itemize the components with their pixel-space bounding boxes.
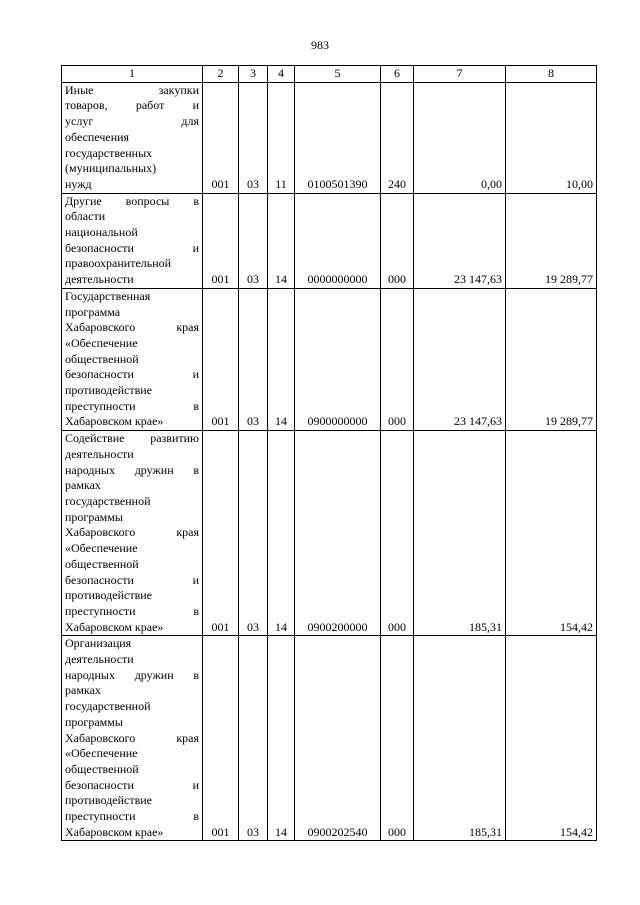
row-name-line: преступности в xyxy=(65,809,199,824)
target-article-cell: 0900000000 xyxy=(295,288,381,430)
row-name-line: Организация xyxy=(65,636,132,651)
subsection-code-cell: 11 xyxy=(268,82,295,193)
row-name-cell xyxy=(62,288,203,430)
amount-year2-cell: 154,42 xyxy=(506,431,597,636)
row-name-line: безопасности и xyxy=(65,240,199,255)
row-name-line: Государственная xyxy=(65,288,151,303)
table-row xyxy=(62,431,597,636)
page-number: 983 xyxy=(311,38,329,52)
subsection-code-cell: 14 xyxy=(268,431,295,636)
amount-year1-cell: 23 147,63 xyxy=(414,288,506,430)
subsection-code-cell: 14 xyxy=(268,288,295,430)
row-name-line: безопасности и xyxy=(65,572,199,587)
amount-year2-cell: 10,00 xyxy=(506,82,597,193)
row-name-line: Другие вопросы в xyxy=(65,193,199,208)
row-name-line: безопасности и xyxy=(65,367,199,382)
subsection-code-cell: 14 xyxy=(268,193,295,288)
row-name-line: общественной xyxy=(65,761,139,776)
row-name-line: безопасности и xyxy=(65,777,199,792)
row-name-line: общественной xyxy=(65,556,139,571)
expense-type-cell: 000 xyxy=(381,288,414,430)
row-name-line: нужд xyxy=(65,176,92,191)
row-name-line: общественной xyxy=(65,351,139,366)
target-article-cell: 0900200000 xyxy=(295,431,381,636)
header-cell: 2 xyxy=(203,66,239,83)
header-cell: 7 xyxy=(414,66,506,83)
row-name-line: области xyxy=(65,209,106,224)
section-code-cell: 03 xyxy=(239,288,268,430)
ministry-code-cell: 001 xyxy=(203,431,239,636)
row-name-line: противодействие xyxy=(65,383,153,398)
expense-type-cell: 000 xyxy=(381,431,414,636)
table-header-row xyxy=(62,66,597,83)
amount-year1-cell: 23 147,63 xyxy=(414,193,506,288)
row-name-line: деятельности xyxy=(65,272,134,287)
row-name-line: товаров, работ и xyxy=(65,98,199,113)
row-name-line: народных дружин в xyxy=(65,462,199,477)
row-name-line: Хабаровском крае» xyxy=(65,619,164,634)
expense-type-cell: 000 xyxy=(381,193,414,288)
ministry-code-cell: 001 xyxy=(203,636,239,841)
amount-year2-cell: 19 289,77 xyxy=(506,288,597,430)
row-name-line: обеспечения xyxy=(65,129,130,144)
table-row xyxy=(62,288,597,430)
row-name-line: программы xyxy=(65,714,123,729)
row-name-cell xyxy=(62,193,203,288)
subsection-code-cell: 14 xyxy=(268,636,295,841)
header-cell: 6 xyxy=(381,66,414,83)
row-name-line: Иные закупки xyxy=(65,82,199,97)
row-name-cell xyxy=(62,82,203,193)
table-body xyxy=(62,82,597,841)
row-name-line: национальной xyxy=(65,225,138,240)
budget-table xyxy=(61,65,597,841)
row-name-line: деятельности xyxy=(65,446,134,461)
section-code-cell: 03 xyxy=(239,193,268,288)
row-name-line: Хабаровского края xyxy=(65,320,199,335)
ministry-code-cell: 001 xyxy=(203,288,239,430)
expense-type-cell: 240 xyxy=(381,82,414,193)
amount-year1-cell: 185,31 xyxy=(414,636,506,841)
row-name-cell xyxy=(62,431,203,636)
row-name-line: услуг для xyxy=(65,114,199,129)
target-article-cell: 0100501390 xyxy=(295,82,381,193)
row-name-line: противодействие xyxy=(65,793,153,808)
header-cell: 4 xyxy=(268,66,295,83)
ministry-code-cell: 001 xyxy=(203,193,239,288)
row-name-line: государственной xyxy=(65,699,151,714)
row-name-line: Хабаровского края xyxy=(65,525,199,540)
row-name-line: правоохранительной xyxy=(65,256,172,271)
section-code-cell: 03 xyxy=(239,431,268,636)
section-code-cell: 03 xyxy=(239,82,268,193)
amount-year1-cell: 0,00 xyxy=(414,82,506,193)
row-name-line: программы xyxy=(65,509,123,524)
row-name-line: Содействие развитию xyxy=(65,431,199,446)
header-cell: 1 xyxy=(62,66,203,83)
row-name-line: рамках xyxy=(65,478,101,493)
table-row xyxy=(62,193,597,288)
row-name-line: «Обеспечение xyxy=(65,746,138,761)
header-cell: 8 xyxy=(506,66,597,83)
row-name-line: государственных xyxy=(65,145,153,160)
row-name-cell xyxy=(62,636,203,841)
row-name-line: Хабаровского края xyxy=(65,730,199,745)
row-name-line: Хабаровском крае» xyxy=(65,824,164,839)
row-name-line: «Обеспечение xyxy=(65,541,138,556)
amount-year2-cell: 19 289,77 xyxy=(506,193,597,288)
expense-type-cell: 000 xyxy=(381,636,414,841)
amount-year2-cell: 154,42 xyxy=(506,636,597,841)
row-name-line: народных дружин в xyxy=(65,667,199,682)
row-name-line: противодействие xyxy=(65,588,153,603)
header-cell: 5 xyxy=(295,66,381,83)
header-cell: 3 xyxy=(239,66,268,83)
row-name-line: Хабаровском крае» xyxy=(65,414,164,429)
target-article-cell: 0900202540 xyxy=(295,636,381,841)
row-name-line: деятельности xyxy=(65,652,134,667)
target-article-cell: 0000000000 xyxy=(295,193,381,288)
row-name-line: преступности в xyxy=(65,603,199,618)
row-name-line: «Обеспечение xyxy=(65,335,138,350)
row-name-line: рамках xyxy=(65,683,101,698)
row-name-line: (муниципальных) xyxy=(65,161,157,176)
row-name-line: программа xyxy=(65,304,121,319)
ministry-code-cell: 001 xyxy=(203,82,239,193)
table-row xyxy=(62,636,597,841)
section-code-cell: 03 xyxy=(239,636,268,841)
row-name-line: государственной xyxy=(65,493,151,508)
table-row xyxy=(62,82,597,193)
amount-year1-cell: 185,31 xyxy=(414,431,506,636)
row-name-line: преступности в xyxy=(65,398,199,413)
